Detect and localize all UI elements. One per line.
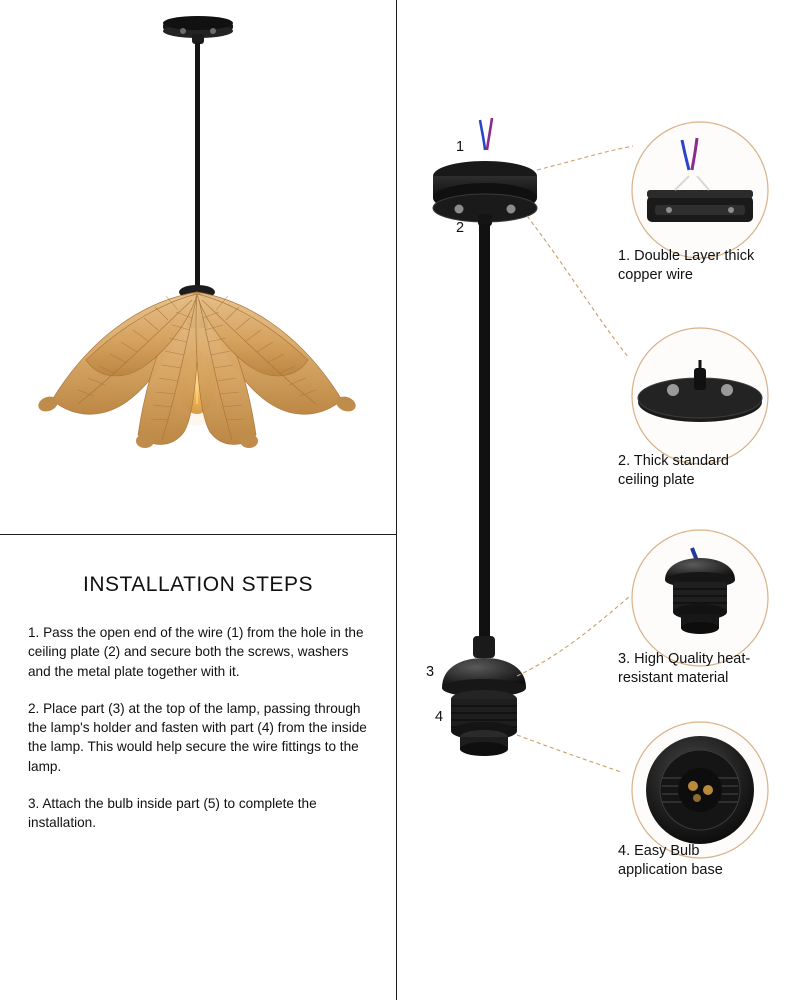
installation-steps-title: INSTALLATION STEPS: [83, 573, 313, 596]
callout-label-1: 1. Double Layer thick copper wire: [618, 248, 755, 284]
leader-line-2: [527, 216, 629, 358]
callout-label-2: 2. Thick standard ceiling plate: [618, 453, 729, 489]
part-number-3: 3: [426, 664, 435, 680]
part-copper-wire: [480, 118, 492, 150]
lamp-illustration-svg: [0, 0, 396, 534]
installation-steps-panel: [0, 535, 396, 1000]
leader-line-1: [537, 146, 633, 170]
lamp-ceiling-canopy: [163, 16, 233, 44]
part-number-1: 1: [456, 139, 465, 155]
callout-circle-1: [632, 122, 768, 258]
installation-step-2: 2. Place part (3) at the top of the lamp, passing through the lamp's holder and fasten with part (4) from the inside the lamp. This would help secure the wire fittings to the lamp.: [28, 700, 367, 774]
callout-circle-4: [632, 722, 768, 858]
part-number-2: 2: [456, 220, 465, 236]
part-number-5: 5: [482, 744, 491, 760]
callout-label-3: 3. High Quality heat-resistant material: [618, 651, 751, 687]
lamp-product-illustration: [0, 0, 396, 534]
callout-label-4: 4. Easy Bulb application base: [618, 843, 723, 879]
part-ceiling-plate: [433, 161, 537, 226]
installation-step-1: 1. Pass the open end of the wire (1) from the hole in the ceiling plate (2) and secure both the screws, washers and the metal plate together with it.: [28, 625, 364, 679]
part-number-4: 4: [435, 709, 444, 725]
leader-line-4: [517, 735, 621, 772]
part-socket-cover: [442, 636, 526, 697]
leader-line-3: [517, 596, 630, 676]
parts-diagram-panel: [397, 0, 800, 1000]
callout-circle-2: [632, 328, 768, 464]
installation-step-3: 3. Attach the bulb inside part (5) to complete the installation.: [28, 796, 317, 831]
lamp-cord: [195, 43, 200, 288]
part-cord: [479, 224, 490, 644]
callout-circle-3: [632, 530, 768, 666]
